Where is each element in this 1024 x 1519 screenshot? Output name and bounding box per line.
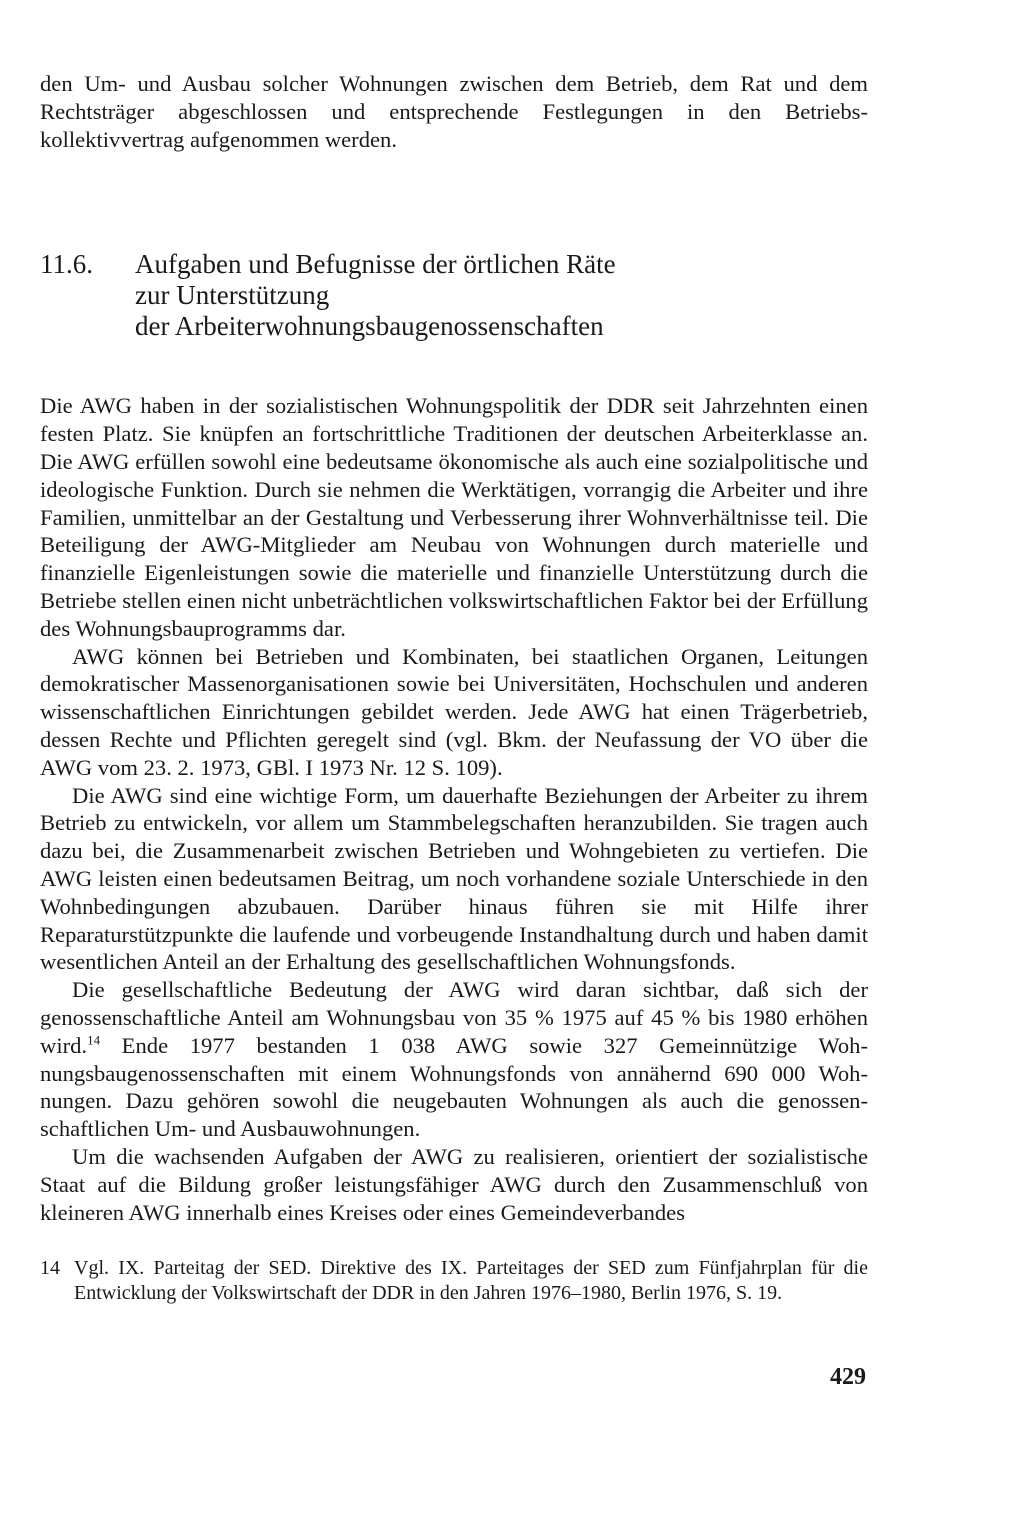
body-text: [40, 392, 868, 1226]
footnote: [40, 1256, 868, 1306]
intro-paragraph: den Um- und Ausbau solcher Wohnungen zwischen dem Betrieb, dem Rat und dem Rechtsträger abgeschlossen und entsprechende Festlegungen in den Betriebskollektivvertrag aufgenommen werden.: [40, 71, 868, 152]
paragraph-text: Die gesellschaftliche Bedeutung der AWG wird daran sichtbar, daß sich der genossenschaftliche Anteil am Wohnungsbau von 35 % 1975 auf 45 % bis 1980 erhöhen wird.: [40, 977, 868, 1058]
footnote-reference: 14: [87, 1032, 101, 1048]
footnote-text: Vgl. IX. Parteitag der SED. Direktive des IX. Parteitages der SED zum Fünfjahrplan für die Entwicklung der Volkswirtschaft der DDR in den Jahren 1976–1980, Berlin 1976, S. 19.: [74, 1257, 868, 1305]
section-number: 11.6.: [40, 249, 93, 280]
section-title-line: der Arbeiterwohnungsbaugenossenschaften: [135, 311, 604, 342]
body-paragraph: Um die wachsenden Aufgaben der AWG zu realisieren, orientiert der sozialistische Staat auf die Bildung großer leistungsfähiger AWG durch den Zusammenschluß von kleineren AWG innerhalb eines Kreises oder eines Gemeindeverbandes: [40, 1143, 868, 1225]
body-paragraph: Die AWG sind eine wichtige Form, um dauerhafte Beziehungen der Arbeiter zu ihrem Betrieb zu entwickeln, vor allem um Stammbelegschaften heranzubilden. Sie tragen auch dazu bei, die Zusammenarbeit zwischen Betrieben und Wohngebieten zu vertiefen. Die AWG leisten einen bedeutsamen Beitrag, um noch vorhandene soziale Unterschiede in den Wohnbedingungen abzubauen. Darüber hinaus führen sie mit Hilfe ihrer Reparaturstützpunkte die laufende und vorbeugende Instandhaltung durch und haben damit wesentlichen Anteil an der Erhaltung des gesellschaftlichen Wohnungsfonds.: [40, 782, 868, 975]
paragraph-text: Ende 1977 bestanden 1 038 AWG sowie 327 Gemeinnützige Wohnungsbaugenossenschaften mit einem Wohnungsfonds von annähernd 690 000 Wohnungen. Dazu gehören sowohl die neugebauten Wohnungen als auch die genossenschaftlichen Um- und Ausbauwohnungen.: [40, 1032, 868, 1142]
page-number: 429: [830, 1364, 866, 1390]
body-paragraph: AWG können bei Betrieben und Kombinaten, bei staatlichen Organen, Leitungen demokratischer Massenorganisationen sowie bei Universitäten, Hochschulen und anderen wissenschaftlichen Einrichtungen gebildet werden. Jede AWG hat einen Trägerbetrieb, dessen Rechte und Pflichten geregelt sind (vgl. Bkm. der Neufassung der VO über die AWG vom 23. 2. 1973, GBl. I 1973 Nr. 12 S. 109).: [40, 643, 868, 780]
footnote-number: 14: [40, 1257, 60, 1280]
document-page: [40, 70, 868, 1306]
section-heading: [40, 249, 868, 342]
body-paragraph: [40, 976, 868, 1143]
section-title-line: zur Unterstützung: [135, 280, 330, 311]
section-title-line: Aufgaben und Befugnisse der örtlichen Räte: [135, 249, 616, 280]
body-paragraph: Die AWG haben in der sozialistischen Wohnungspolitik der DDR seit Jahrzehnten einen festen Platz. Sie knüpfen an fortschrittliche Traditionen der deutschen Arbeiterklasse an. Die AWG erfüllen sowohl eine bedeutsame ökonomische als auch eine sozialpolitische und ideologische Funktion. Durch sie nehmen die Werktätigen, vorrangig die Arbeiter und ihre Familien, unmittelbar an der Gestaltung und Verbesserung ihrer Wohnverhältnisse teil. Die Beteiligung der AWG-Mitglieder am Neubau von Wohnungen durch materielle und finanzielle Eigenleistungen sowie die materielle und finanzielle Unterstützung durch die Betriebe stellen einen nicht unbeträchtlichen volkswirtschaftlichen Faktor bei der Erfüllung des Wohnungsbauprogramms dar.: [40, 393, 868, 641]
